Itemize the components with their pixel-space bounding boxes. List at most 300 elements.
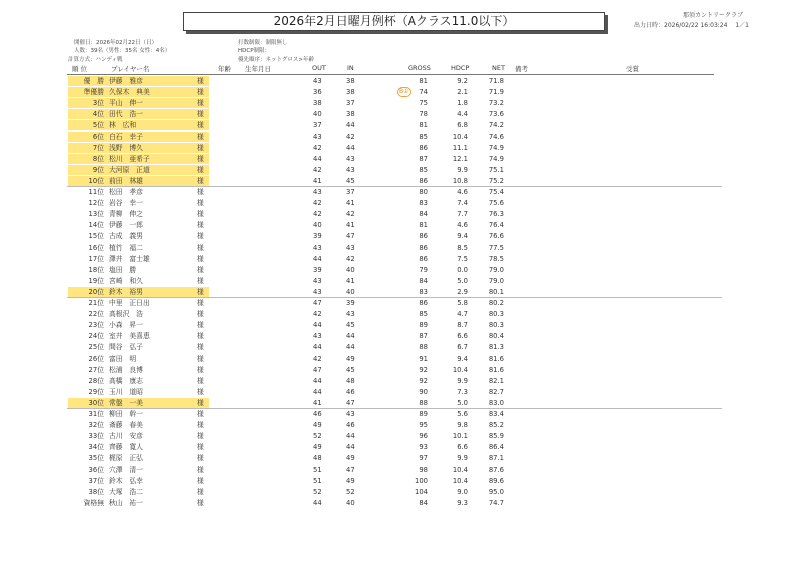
player-name: 玉川 道昭 [109,387,143,396]
hdcp-value: 10.4 [452,132,468,141]
table-row [0,209,800,219]
out-score: 44 [313,154,322,163]
out-score: 41 [313,398,322,407]
hdcp-value: 9.9 [457,376,468,385]
out-score: 38 [313,99,322,108]
gross-score: 91 [419,354,428,363]
hdcp-value: 9.4 [457,354,468,363]
table-row [0,398,800,408]
player-name: 小森 昇一 [109,321,143,330]
player-name: 間谷 弘子 [109,343,143,352]
player-name: 齊藤 寛人 [109,443,143,452]
in-score: 43 [346,243,355,252]
rank: 6位 [92,132,104,141]
gross-score: 81 [419,221,428,230]
table-row [0,198,800,208]
honorific: 様 [197,354,204,363]
in-score: 45 [346,176,355,185]
header-net: NET [492,64,505,72]
player-name: 松川 亜希子 [109,154,150,163]
net-score: 71.9 [488,88,504,97]
net-score: 80.2 [488,299,504,307]
in-score: 43 [346,310,355,319]
rank: 38位 [88,487,104,496]
net-score: 75.2 [488,176,504,185]
hdcp-value: 5.0 [457,276,468,285]
honorific: 様 [197,332,204,341]
honorific: 様 [197,421,204,430]
hdcp-value: 4.6 [457,188,468,196]
honorific: 様 [197,443,204,452]
in-score: 44 [346,343,355,352]
gross-score: 86 [419,299,428,307]
net-score: 80.1 [488,287,504,296]
in-score: 45 [346,321,355,330]
in-score: 40 [346,265,355,274]
in-score: 41 [346,276,355,285]
in-score: 44 [346,432,355,441]
out-score: 52 [313,487,322,496]
club-name: 那須カントリークラブ [683,12,744,19]
honorific: 様 [197,398,204,407]
table-row [0,120,800,130]
hdcp-value: 0.0 [457,265,468,274]
rank: 25位 [88,343,104,352]
gross-score: 85 [419,132,428,141]
rank: 20位 [88,287,104,296]
header-hdcp: HDCP [451,64,470,72]
honorific: 様 [197,232,204,241]
table-row [0,453,800,463]
out-score: 52 [313,432,322,441]
honorific: 様 [197,310,204,319]
net-score: 79.0 [488,276,504,285]
in-score: 43 [346,154,355,163]
header-award: 受賞 [626,65,639,73]
out-score: 42 [313,210,322,219]
gross-score: 81 [419,77,428,85]
net-score: 80.3 [488,310,504,319]
player-name: 古成 義男 [109,232,143,241]
gross-score: 85 [419,165,428,174]
player-name: 林 広和 [109,121,137,130]
gross-score: 88 [419,343,428,352]
honorific: 様 [197,199,204,208]
honorific: 様 [197,88,204,97]
rank: 21位 [88,299,104,307]
player-name: 伊藤 一郎 [109,221,143,230]
rank: 4位 [92,110,104,119]
honorific: 様 [197,376,204,385]
rank: 37位 [88,476,104,485]
hdcp-value: 9.8 [457,421,468,430]
table-row [0,365,800,375]
table-row [0,165,800,175]
in-score: 52 [346,487,355,496]
in-score: 49 [346,354,355,363]
priority-order: 優先順序：ネットグロス>年齢 [238,57,314,63]
table-row [0,276,800,286]
out-score: 40 [313,221,322,230]
honorific: 様 [197,365,204,374]
hdcp-value: 6.6 [457,332,468,341]
hdcp-value: 7.5 [457,254,468,263]
in-score: 38 [346,88,355,97]
rank: 33位 [88,432,104,441]
honorific: 様 [197,154,204,163]
net-score: 73.6 [488,110,504,119]
player-name: 高橋 康志 [109,376,143,385]
event-date: 開催日：2026年02月22日（日） [74,40,157,46]
hdcp-value: 10.4 [452,465,468,474]
rank: 22位 [88,310,104,319]
table-row [0,420,800,430]
out-score: 44 [313,376,322,385]
gross-score: 78 [419,110,428,119]
player-name: 松浦 良博 [109,365,143,374]
player-name: 穴澤 清一 [109,465,143,474]
honorific: 様 [197,276,204,285]
in-score: 47 [346,232,355,241]
honorific: 様 [197,454,204,463]
rank: 35位 [88,454,104,463]
gross-score: 96 [419,432,428,441]
header-remarks: 備考 [515,65,528,73]
rank: 27位 [88,365,104,374]
out-score: 42 [313,165,322,174]
in-score: 46 [346,421,355,430]
out-score: 39 [313,265,322,274]
gross-score: 86 [419,243,428,252]
hdcp-value: 9.2 [457,77,468,85]
hdcp-value: 10.1 [452,432,468,441]
rank: 7位 [92,143,104,152]
hdcp-value: 2.1 [457,88,468,97]
hdcp-value: 9.3 [457,498,468,507]
hdcp-value: 7.3 [457,387,468,396]
net-score: 76.4 [488,221,504,230]
player-name: 塩田 勝 [109,265,137,274]
table-row [0,298,800,308]
gross-score: 81 [419,121,428,130]
net-score: 80.3 [488,321,504,330]
in-score: 44 [346,121,355,130]
honorific: 様 [197,265,204,274]
player-name: 植竹 福二 [109,243,143,252]
table-row [0,231,800,241]
hdcp-value: 4.6 [457,221,468,230]
hdcp-value: 5.0 [457,398,468,407]
honorific: 様 [197,132,204,141]
out-score: 44 [313,254,322,263]
table-row [0,442,800,452]
gross-score: 75 [419,99,428,108]
player-name: 柳田 幹一 [109,410,143,418]
gross-score: 74 [419,88,428,97]
in-score: 44 [346,443,355,452]
honorific: 様 [197,99,204,108]
net-score: 77.5 [488,243,504,252]
gross-score: 104 [415,487,428,496]
net-score: 82.7 [488,387,504,396]
player-name: 常盤 一美 [109,398,143,407]
honorific: 様 [197,243,204,252]
in-score: 44 [346,332,355,341]
player-name: 浅野 博久 [109,143,143,152]
hdcp-value: 6.7 [457,343,468,352]
honorific: 様 [197,498,204,507]
player-name: 澤井 富士雄 [109,254,150,263]
table-row [0,109,800,119]
gross-score: 87 [419,332,428,341]
hdcp-limit: HDCP制限： [238,48,271,54]
honorific: 様 [197,221,204,230]
table-row [0,265,800,275]
document-title: 2026年2月日曜月例杯（Aクラス11.0以下） [183,12,605,31]
out-score: 46 [313,410,322,418]
gross-score: 88 [419,398,428,407]
table-row [0,465,800,475]
in-score: 37 [346,188,355,196]
out-score: 42 [313,199,322,208]
honorific: 様 [197,465,204,474]
in-score: 38 [346,110,355,119]
net-score: 95.0 [488,487,504,496]
rank: 29位 [88,387,104,396]
hdcp-value: 11.1 [452,143,468,152]
gross-score: 83 [419,287,428,296]
in-score: 40 [346,287,355,296]
in-score: 49 [346,476,355,485]
rank: 11位 [88,188,104,196]
honorific: 様 [197,121,204,130]
net-score: 78.5 [488,254,504,263]
header-rank: 順 位 [72,65,88,73]
participant-count: 人数：39名（男性：35名 女性：4名） [74,48,171,54]
net-score: 81.6 [488,365,504,374]
player-name: 富田 明 [109,354,137,363]
table-row [0,409,800,419]
net-score: 85.2 [488,421,504,430]
out-score: 36 [313,88,322,97]
net-score: 76.3 [488,210,504,219]
table-row [0,476,800,486]
in-score: 40 [346,498,355,507]
net-score: 81.6 [488,354,504,363]
in-score: 47 [346,398,355,407]
table-row [0,331,800,341]
out-score: 42 [313,143,322,152]
hdcp-value: 7.7 [457,210,468,219]
rank: 31位 [88,410,104,418]
honorific: 様 [197,343,204,352]
rank: 12位 [88,199,104,208]
gross-score: 80 [419,188,428,196]
out-score: 44 [313,498,322,507]
player-name: 伊藤 雅彦 [109,77,143,85]
rank: 10位 [88,176,104,185]
table-row [0,87,800,97]
rank: 13位 [88,210,104,219]
net-score: 85.9 [488,432,504,441]
table-row [0,387,800,397]
player-name: 久保木 典美 [109,88,150,97]
rank: 9位 [92,165,104,174]
out-score: 49 [313,443,322,452]
stroke-limit: 打数制限：制限無し [238,40,288,46]
gross-score: 87 [419,154,428,163]
player-name: 岩谷 幸一 [109,199,143,208]
honorific: 様 [197,77,204,85]
gross-score: 92 [419,376,428,385]
out-score: 48 [313,454,322,463]
table-row [0,309,800,319]
in-score: 44 [346,143,355,152]
hdcp-value: 4.7 [457,310,468,319]
net-score: 80.4 [488,332,504,341]
table-row [0,342,800,352]
gross-score: 93 [419,443,428,452]
honorific: 様 [197,176,204,185]
gross-score: 83 [419,199,428,208]
gross-score: 84 [419,210,428,219]
net-score: 82.1 [488,376,504,385]
table-row [0,132,800,142]
rank: 24位 [88,332,104,341]
honorific: 様 [197,321,204,330]
rank: 優 勝 [83,77,104,85]
table-row [0,320,800,330]
table-row [0,187,800,197]
gross-score: 89 [419,321,428,330]
player-name: 中里 正日出 [109,299,150,307]
rank: 34位 [88,443,104,452]
table-row [0,176,800,186]
in-score: 38 [346,77,355,85]
rank: 準優勝 [83,88,104,97]
net-score: 75.1 [488,165,504,174]
net-score: 86.4 [488,443,504,452]
out-score: 44 [313,387,322,396]
table-row [0,98,800,108]
net-score: 81.3 [488,343,504,352]
rank: 26位 [88,354,104,363]
gross-score: 79 [419,265,428,274]
net-score: 75.6 [488,199,504,208]
rank: 30位 [88,398,104,407]
hdcp-value: 7.4 [457,199,468,208]
honorific: 様 [197,387,204,396]
in-score: 43 [346,410,355,418]
player-name: 高根沢 浩 [109,310,143,319]
gross-score: 84 [419,498,428,507]
net-score: 76.6 [488,232,504,241]
in-score: 47 [346,465,355,474]
header-in: IN [347,64,354,72]
player-name: 鈴木 裕男 [109,287,143,296]
player-name: 宮崎 和久 [109,276,143,285]
out-score: 42 [313,310,322,319]
rank: 16位 [88,243,104,252]
hdcp-value: 9.9 [457,165,468,174]
rank: 8位 [92,154,104,163]
net-score: 74.7 [488,498,504,507]
out-score: 51 [313,476,322,485]
out-score: 43 [313,276,322,285]
hdcp-value: 6.6 [457,443,468,452]
hdcp-value: 6.8 [457,121,468,130]
hdcp-value: 10.8 [452,176,468,185]
out-score: 43 [313,243,322,252]
hdcp-value: 9.4 [457,232,468,241]
handwritten-annotation: B① [399,88,409,96]
player-name: 古川 安彦 [109,432,143,441]
gross-score: 100 [415,476,428,485]
table-row [0,154,800,164]
hdcp-value: 10.4 [452,476,468,485]
in-score: 46 [346,387,355,396]
player-name: 大塚 浩二 [109,487,143,496]
player-name: 大河原 正道 [109,165,150,174]
in-score: 43 [346,165,355,174]
player-name: 鈴木 弘幸 [109,476,143,485]
rank: 28位 [88,376,104,385]
in-score: 45 [346,365,355,374]
honorific: 様 [197,476,204,485]
hdcp-value: 9.9 [457,454,468,463]
header-age: 年齢 [218,65,231,73]
rank: 19位 [88,276,104,285]
net-score: 75.4 [488,188,504,196]
out-score: 43 [313,188,322,196]
gross-score: 86 [419,254,428,263]
header-player: プレイヤー名 [111,65,150,73]
in-score: 42 [346,254,355,263]
honorific: 様 [197,287,204,296]
honorific: 様 [197,210,204,219]
net-score: 74.9 [488,143,504,152]
in-score: 37 [346,99,355,108]
table-row [0,354,800,364]
table-row [0,254,800,264]
rank: 3位 [92,99,104,108]
net-score: 89.6 [488,476,504,485]
out-score: 43 [313,77,322,85]
header-divider [67,74,714,75]
table-row [0,376,800,386]
rank: 32位 [88,421,104,430]
net-score: 83.0 [488,398,504,407]
net-score: 83.4 [488,410,504,418]
rank: 18位 [88,265,104,274]
net-score: 74.9 [488,154,504,163]
out-score: 37 [313,121,322,130]
rank: 資格無 [83,498,104,507]
gross-score: 98 [419,465,428,474]
honorific: 様 [197,410,204,418]
gross-score: 86 [419,232,428,241]
net-score: 74.6 [488,132,504,141]
rank: 5位 [92,121,104,130]
honorific: 様 [197,254,204,263]
out-score: 49 [313,421,322,430]
header-gross: GROSS [408,64,431,72]
out-score: 51 [313,465,322,474]
player-name: 前田 林雄 [109,176,143,185]
rank: 23位 [88,321,104,330]
gross-score: 97 [419,454,428,463]
out-score: 40 [313,110,322,119]
